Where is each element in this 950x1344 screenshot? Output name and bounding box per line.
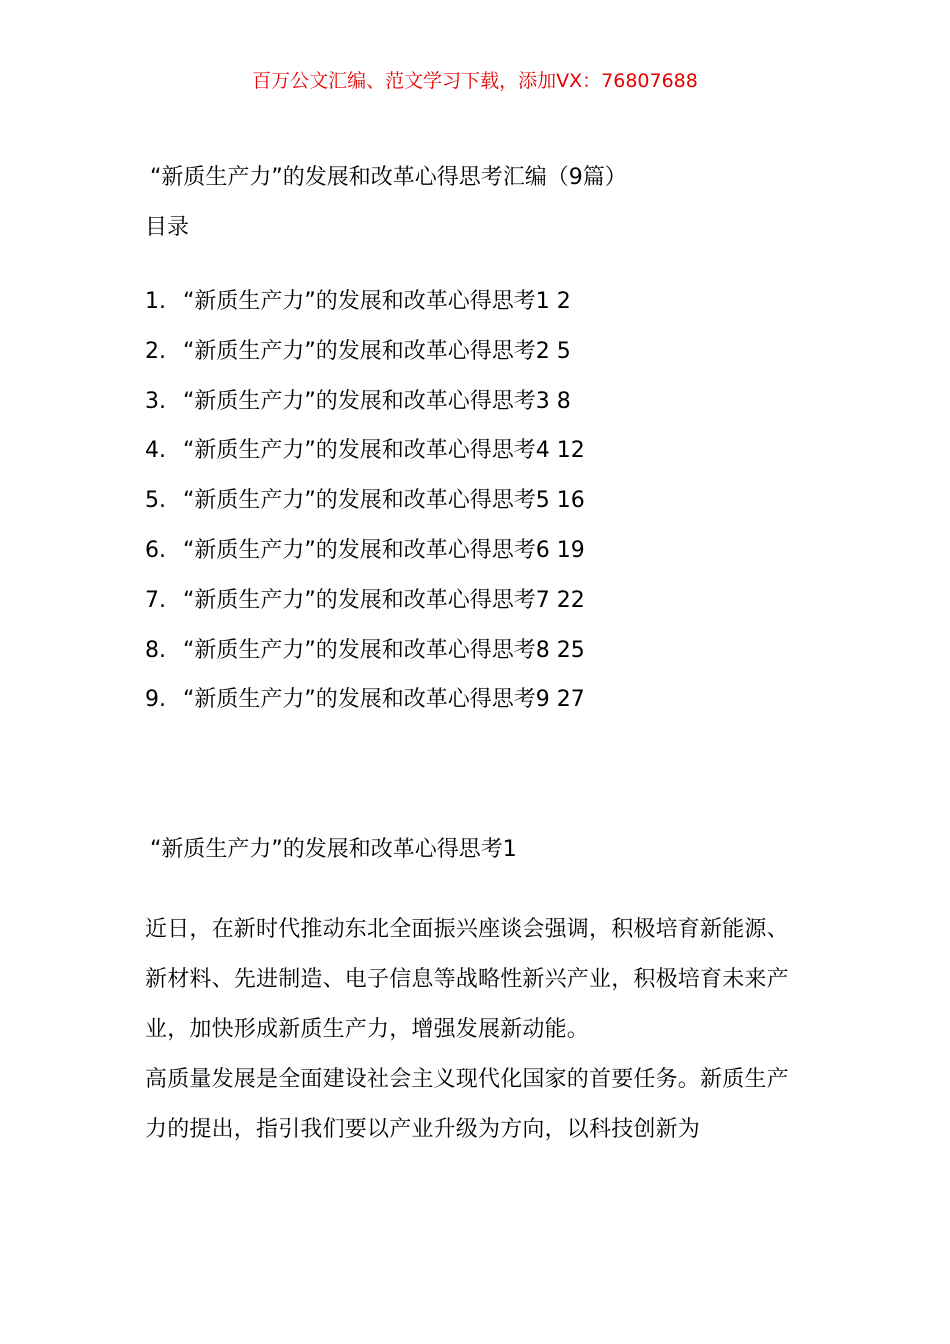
toc-heading: 目录 xyxy=(145,215,190,240)
toc-item-text: “新质生产力”的发展和改革心得思考3 8 xyxy=(183,388,571,414)
toc-item[interactable] xyxy=(145,485,585,535)
toc-item-text: “新质生产力”的发展和改革心得思考8 25 xyxy=(183,637,585,663)
toc-item[interactable] xyxy=(145,535,585,585)
paragraph: 高质量发展是全面建设社会主义现代化国家的首要任务。新质生产力的提出，指引我们要以产业升级为方向，以科技创新为 xyxy=(145,1067,789,1142)
header-banner: 百万公文汇编、范文学习下载，添加VX：76807688 xyxy=(252,70,698,92)
toc-item[interactable] xyxy=(145,286,585,336)
toc-item[interactable] xyxy=(145,386,585,436)
toc-item[interactable] xyxy=(145,585,585,635)
toc-item-text: “新质生产力”的发展和改革心得思考7 22 xyxy=(183,587,585,613)
toc-item-text: “新质生产力”的发展和改革心得思考1 2 xyxy=(183,289,571,314)
toc-item-number: 8. xyxy=(145,637,166,663)
toc-item-number: 7. xyxy=(145,587,166,613)
body-text xyxy=(145,905,795,1155)
toc-item[interactable] xyxy=(145,435,585,485)
toc-item-number: 4. xyxy=(145,438,166,464)
toc-item-text: “新质生产力”的发展和改革心得思考9 27 xyxy=(183,687,585,713)
table-of-contents xyxy=(145,286,585,734)
toc-item-number: 9. xyxy=(145,687,166,713)
toc-item[interactable] xyxy=(145,336,585,386)
paragraph: 近日，在新时代推动东北全面振兴座谈会强调，积极培育新能源、新材料、先进制造、电子信息等战略性新兴产业，积极培育未来产业，加快形成新质生产力，增强发展新动能。 xyxy=(145,917,789,1042)
toc-item-number: 1. xyxy=(145,289,166,314)
toc-item-number: 3. xyxy=(145,388,166,414)
toc-item-number: 2. xyxy=(145,338,166,364)
toc-item-text: “新质生产力”的发展和改革心得思考6 19 xyxy=(183,537,585,563)
section-heading: “新质生产力”的发展和改革心得思考1 xyxy=(150,837,517,862)
toc-item[interactable] xyxy=(145,684,585,734)
document-title: “新质生产力”的发展和改革心得思考汇编（9篇） xyxy=(150,165,627,190)
toc-item-text: “新质生产力”的发展和改革心得思考5 16 xyxy=(183,488,585,514)
toc-item-text: “新质生产力”的发展和改革心得思考4 12 xyxy=(183,438,585,464)
toc-item-text: “新质生产力”的发展和改革心得思考2 5 xyxy=(183,338,571,364)
toc-item[interactable] xyxy=(145,635,585,685)
toc-item-number: 6. xyxy=(145,537,166,563)
toc-item-number: 5. xyxy=(145,488,166,514)
